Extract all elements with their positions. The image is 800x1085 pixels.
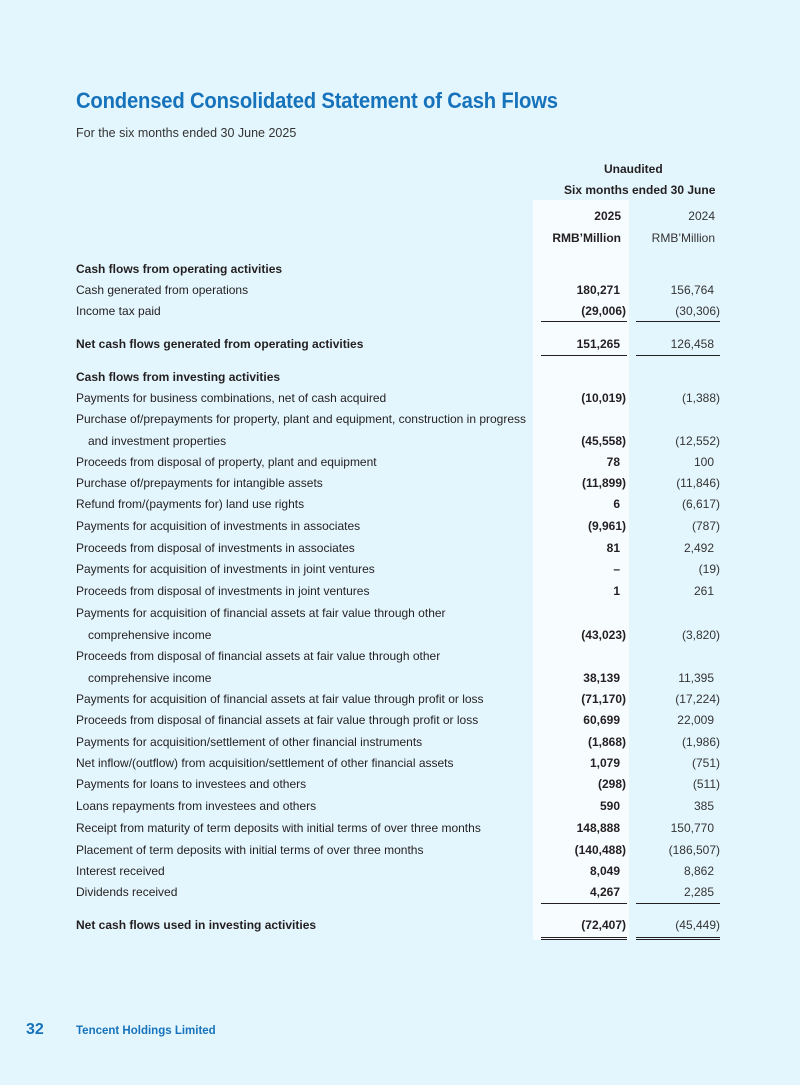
value-2024: (1,986) [681, 735, 720, 749]
row-label: Net inflow/(outflow) from acquisition/settlement of other financial assets [76, 756, 454, 770]
value-2024: 2,285 [683, 885, 714, 899]
value-2025: 6 [613, 497, 620, 511]
page-subtitle: For the six months ended 30 June 2025 [76, 126, 297, 140]
value-2024: (511) [692, 777, 720, 791]
value-2025: – [613, 562, 620, 576]
row-label: Dividends received [76, 885, 178, 899]
table-row [0, 628, 800, 648]
table-row [0, 412, 800, 432]
value-2024: 8,862 [683, 864, 714, 878]
value-2025: (11,899) [581, 476, 626, 490]
value-2025: (43,023) [581, 628, 626, 642]
row-label: Proceeds from disposal of investments in joint ventures [76, 584, 370, 598]
value-2024: 150,770 [670, 821, 714, 835]
row-label: Net cash flows used in investing activities [76, 918, 317, 932]
total-rule [636, 939, 720, 940]
row-label: Payments for loans to investees and others [76, 777, 307, 791]
value-2025: (140,488) [574, 843, 626, 857]
table-row [0, 584, 800, 604]
table-row [0, 455, 800, 475]
table-row [0, 671, 800, 691]
value-2024: 100 [693, 455, 714, 469]
row-label: Payments for acquisition of financial assets at fair value through other [76, 606, 446, 620]
row-label: Net cash flows generated from operating activities [76, 337, 364, 351]
value-2025: 148,888 [576, 821, 620, 835]
value-2024: 156,764 [670, 283, 714, 297]
table-row [0, 777, 800, 797]
table-row [0, 756, 800, 776]
value-2024: (19) [698, 562, 720, 576]
row-label: Placement of term deposits with initial terms of over three months [76, 843, 424, 857]
row-label: Receipt from maturity of term deposits with initial terms of over three months [76, 821, 481, 835]
value-2024: (6,617) [681, 497, 720, 511]
value-2024: (751) [691, 756, 720, 770]
total-rule [541, 937, 627, 938]
row-label: Payments for acquisition of financial assets at fair value through profit or loss [76, 692, 484, 706]
table-row [0, 370, 800, 390]
value-2025: 1,079 [589, 756, 620, 770]
value-2025: 60,699 [583, 713, 620, 727]
unaudited-header: Unaudited [604, 162, 663, 176]
period-header: Six months ended 30 June [564, 183, 716, 197]
row-label: Loans repayments from investees and others [76, 799, 317, 813]
value-2024: 126,458 [670, 337, 714, 351]
table-row [0, 606, 800, 626]
unit-2024-header: RMB’Million [651, 231, 715, 245]
row-label: Payments for business combinations, net of cash acquired [76, 391, 387, 405]
table-row [0, 885, 800, 905]
value-2024: (11,846) [676, 476, 720, 490]
row-label: Purchase of/prepayments for property, plant and equipment, construction in progress [76, 412, 527, 426]
value-2024: (17,224) [675, 692, 720, 706]
value-2025: 38,139 [583, 671, 620, 685]
unit-2025-header: RMB’Million [552, 231, 621, 245]
table-row [0, 262, 800, 282]
row-label: Income tax paid [76, 304, 161, 318]
table-row [0, 283, 800, 303]
table-row [0, 843, 800, 863]
total-rule [541, 355, 627, 356]
total-rule [636, 903, 720, 904]
table-row [0, 735, 800, 755]
value-2025: (45,558) [581, 434, 626, 448]
value-2024: (787) [691, 519, 720, 533]
total-rule [636, 937, 720, 938]
table-row [0, 519, 800, 539]
table-row [0, 799, 800, 819]
value-2024: 22,009 [677, 713, 714, 727]
row-label: Cash generated from operations [76, 283, 249, 297]
company-name: Tencent Holdings Limited [76, 1025, 216, 1037]
value-2024: 2,492 [683, 541, 714, 555]
table-row [0, 434, 800, 454]
table-row [0, 541, 800, 561]
total-rule [636, 355, 720, 356]
row-label: Refund from/(payments for) land use rights [76, 497, 305, 511]
value-2024: (12,552) [675, 434, 720, 448]
total-rule [636, 321, 720, 322]
value-2024: 11,395 [678, 671, 714, 685]
row-label: Cash flows from investing activities [76, 370, 281, 384]
value-2025: (9,961) [587, 519, 626, 533]
row-label: Proceeds from disposal of property, plant and equipment [76, 455, 377, 469]
value-2025: 4,267 [589, 885, 620, 899]
total-rule [541, 939, 627, 940]
value-2025: 78 [606, 455, 620, 469]
year-2025-header: 2025 [594, 209, 621, 223]
table-row [0, 692, 800, 712]
table-row [0, 337, 800, 357]
value-2025: 1 [613, 584, 620, 598]
value-2025: 8,049 [589, 864, 620, 878]
value-2024: 385 [693, 799, 714, 813]
row-label: Proceeds from disposal of financial assets at fair value through other [76, 649, 441, 663]
table-row [0, 562, 800, 582]
table-row [0, 476, 800, 496]
value-2025: (29,006) [581, 304, 626, 318]
total-rule [541, 903, 627, 904]
table-row [0, 821, 800, 841]
row-label: Interest received [76, 864, 165, 878]
value-2024: (186,507) [668, 843, 720, 857]
table-row [0, 497, 800, 517]
row-label: Payments for acquisition of investments in joint ventures [76, 562, 375, 576]
value-2025: (10,019) [581, 391, 626, 405]
row-label: Payments for acquisition/settlement of other financial instruments [76, 735, 423, 749]
value-2025: 590 [599, 799, 620, 813]
page-number: 32 [26, 1021, 44, 1038]
value-2024: (45,449) [675, 918, 720, 932]
value-2025: 81 [606, 541, 620, 555]
row-label: comprehensive income [88, 628, 212, 642]
value-2025: (71,170) [581, 692, 626, 706]
table-row [0, 649, 800, 669]
table-row [0, 391, 800, 411]
row-label: Payments for acquisition of investments in associates [76, 519, 361, 533]
table-row [0, 713, 800, 733]
value-2024: 261 [693, 584, 714, 598]
year-2024-header: 2024 [688, 209, 715, 223]
row-label: and investment properties [88, 434, 227, 448]
row-label: Purchase of/prepayments for intangible assets [76, 476, 323, 490]
value-2025: (1,868) [587, 735, 626, 749]
value-2024: (30,306) [675, 304, 720, 318]
total-rule [541, 321, 627, 322]
page-title: Condensed Consolidated Statement of Cash Flows [76, 88, 558, 113]
value-2024: (3,820) [681, 628, 720, 642]
value-2025: (298) [597, 777, 626, 791]
value-2025: (72,407) [581, 918, 626, 932]
value-2024: (1,388) [681, 391, 720, 405]
row-label: Proceeds from disposal of financial assets at fair value through profit or loss [76, 713, 479, 727]
value-2025: 151,265 [576, 337, 620, 351]
row-label: Proceeds from disposal of investments in associates [76, 541, 355, 555]
value-2025: 180,271 [576, 283, 620, 297]
row-label: Cash flows from operating activities [76, 262, 283, 276]
table-row [0, 918, 800, 938]
row-label: comprehensive income [88, 671, 212, 685]
table-row [0, 864, 800, 884]
